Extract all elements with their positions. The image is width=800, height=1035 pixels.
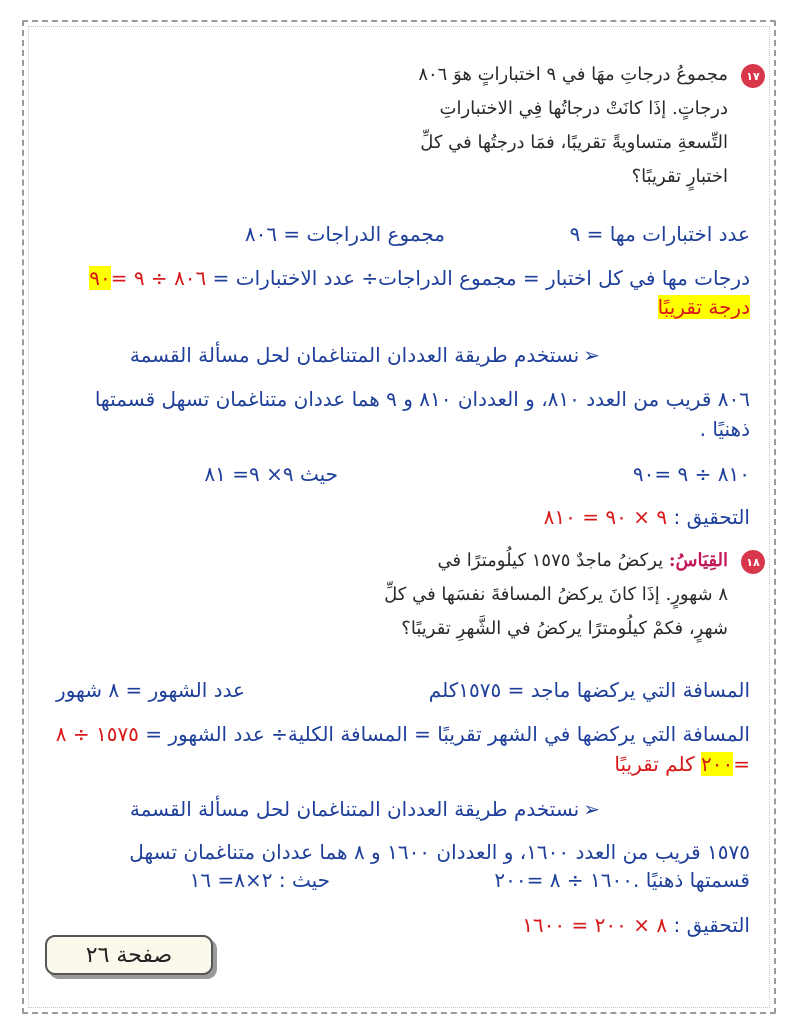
question-18-badge: ١٨ [741,550,765,574]
q18-given-months: عدد الشهور = ٨ شهور [56,678,245,702]
q18-explain-2: قسمتها ذهنيًا .١٦٠٠ ÷ ٨ =٢٠٠ [494,868,750,892]
q18-check-value: ٨ × ٢٠٠ = ١٦٠٠ [522,913,668,937]
q17-answer-unit-line [658,295,750,319]
q18-book-line-3: شهرٍ، فكمْ كيلُومترًا يركضُ في الشَّهرِ تقريبًا؟ [401,618,728,639]
q18-keyword: القِيَاسُ: [668,550,728,571]
q17-verification [544,505,750,529]
q17-explain-2: ذهنيًا . [699,417,750,441]
q18-method-text: نستخدم طريقة العددان المتناغمان لحل مسألة القسمة [129,797,580,821]
q17-answer-unit: درجة تقريبًا [657,295,750,319]
arrow-bullet-icon: ➢ [583,343,600,367]
q18-work-check: حيث : ٢×٨= ١٦ [189,868,330,892]
q17-calc-red: ٨٠٦ ÷ ٩ = [110,266,207,290]
q18-answer-line [614,752,750,776]
q17-book-line-1: مجموعُ درجاتِ مهَا في ٩ اختباراتٍ هوَ ٨٠٦ [418,64,728,85]
q17-answer: ٩٠ [89,266,111,290]
q17-method [130,343,600,367]
q17-method-text: نستخدم طريقة العددان المتناغمان لحل مسألة القسمة [129,343,580,367]
q17-check-value: ٩ × ٩٠ = ٨١٠ [543,505,668,529]
q18-calc-eq: = [733,752,750,776]
q18-book-line-1 [437,550,728,571]
arrow-bullet-icon: ➢ [583,797,600,821]
q17-calculation [89,266,750,290]
q17-calc-text: درجات مها في كل اختبار = مجموع الدراجات÷ عدد الاختبارات = [206,266,750,290]
q17-book-line-4: اختبارٍ تقريبًا؟ [631,166,728,187]
q18-verification [522,913,750,937]
q18-book-line-2: ٨ شهورٍ. إذَا كانَ يركضُ المسافةَ نفسَها في كلِّ [384,584,728,605]
q17-check-label: التحقيق : [667,505,750,529]
q17-book-line-3: التِّسعةِ متساويةً تقريبًا، فمَا درجتُها في كلِّ [420,132,728,153]
q17-given-count: عدد اختبارات مها = ٩ [569,222,750,246]
q18-check-label: التحقيق : [667,913,750,937]
q17-explain-1: ٨٠٦ قريب من العدد ٨١٠، و العددان ٨١٠ و ٩ هما عددان متناغمان تسهل قسمتها [94,387,750,411]
q18-book-line-1-text: يركضُ ماجدٌ ١٥٧٥ كيلُومترًا في [437,550,669,571]
q18-calculation [56,722,750,746]
q18-given-distance: المسافة التي يركضها ماجد = ١٥٧٥كلم [428,678,750,702]
q17-book-line-2: درجاتٍ. إذَا كانَتْ درجاتُها فِي الاختباراتِ [439,98,728,119]
page-number-stamp: صفحة ٢٦ [45,935,213,975]
q18-answer-unit: كلم تقريبًا [614,752,701,776]
q18-method [130,797,600,821]
q18-answer: ٢٠٠ [701,752,734,776]
q18-explain-1: ١٥٧٥ قريب من العدد ١٦٠٠، و العددان ١٦٠٠ و ٨ هما عددان متناغمان تسهل [129,840,750,864]
q18-calc-red: ١٥٧٥ ÷ ٨ [55,722,139,746]
q17-work-division: ٨١٠ ÷ ٩ =٩٠ [632,462,750,486]
question-17-badge: ١٧ [741,64,765,88]
q18-calc-text: المسافة التي يركضها في الشهر تقريبًا = المسافة الكلية÷ عدد الشهور = [138,722,750,746]
q17-given-total: مجموع الدراجات = ٨٠٦ [244,222,445,246]
q17-work-check: حيث ٩× ٩= ٨١ [204,462,338,486]
